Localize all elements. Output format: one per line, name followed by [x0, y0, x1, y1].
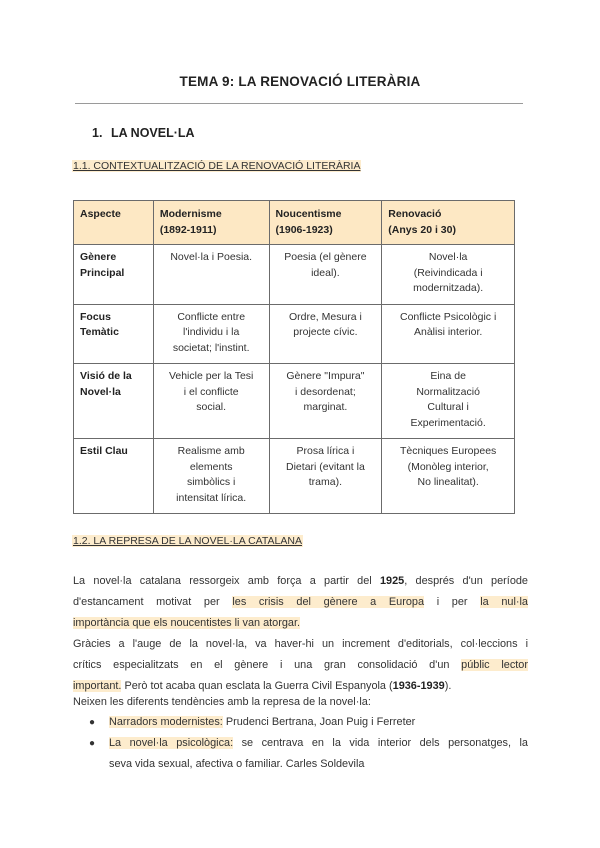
paragraph-1: La novel·la catalana ressorgeix amb força a partir del 1925, després d'un període d'estancament motivat per les crisis del gènere a Europa i per la nul·la importància que els noucentistes li van atorgar. — [73, 575, 528, 629]
document-title: TEMA 9: LA RENOVACIÓ LITERÀRIA — [179, 74, 421, 89]
row-label: Focus Temàtic — [74, 304, 154, 364]
table-cell: Ordre, Mesura i projecte cívic. — [269, 304, 382, 364]
section-heading — [92, 126, 195, 140]
paragraph-3: Neixen les diferents tendències amb la represa de la novel·la: — [73, 696, 371, 708]
subsection-heading-1: 1.1. CONTEXTUALITZACIÓ DE LA RENOVACIÓ LITERÀRIA — [73, 160, 361, 172]
paragraph-2: Gràcies a l'auge de la novel·la, va haver-hi un increment d'editorials, col·leccions i crítics especialitzats en el gènere i una gran consolidació d'un públic lector important. Però tot acaba quan esclata la Guerra Civil Espanyola (1936-1939). — [73, 638, 528, 692]
table-cell: Tècniques Europees (Monòleg interior, No linealitat). — [382, 439, 515, 514]
comparison-table — [73, 200, 515, 514]
table-row — [74, 304, 515, 364]
table-cell: Conflicte Psicològic i Anàlisi interior. — [382, 304, 515, 364]
table-row — [74, 364, 515, 439]
section-title: LA NOVEL·LA — [111, 126, 195, 140]
list-item: ● La novel·la psicològica: se centrava en la vida interior dels personatges, la seva vida sexual, afectiva o familiar. Carles Soldevila — [73, 733, 528, 775]
section-number: 1. — [92, 126, 103, 140]
table-cell: Conflicte entre l'individu i la societat; l'instint. — [153, 304, 269, 364]
table-cell: Poesia (el gènere ideal). — [269, 245, 382, 305]
row-label: Visió de la Novel·la — [74, 364, 154, 439]
header-aspecte: Aspecte — [74, 201, 154, 245]
header-modernisme: Modernisme (1892-1911) — [153, 201, 269, 245]
table-row — [74, 439, 515, 514]
table-cell: Eina de Normalització Cultural i Experimentació. — [382, 364, 515, 439]
table-row — [74, 245, 515, 305]
bullet-icon: ● — [89, 738, 96, 749]
table-cell: Realisme amb elements simbòlics i intensitat lírica. — [153, 439, 269, 514]
table-header-row — [74, 201, 515, 245]
tendencies-list — [73, 712, 528, 775]
bullet-icon: ● — [89, 717, 96, 728]
table-cell: Novel·la i Poesia. — [153, 245, 269, 305]
table-cell: Novel·la (Reivindicada i modernitzada). — [382, 245, 515, 305]
list-item: ● Narradors modernistes: Prudenci Bertrana, Joan Puig i Ferreter — [73, 712, 528, 733]
subsection-heading-2: 1.2. LA REPRESA DE LA NOVEL·LA CATALANA — [73, 535, 302, 547]
table-cell: Prosa lírica i Dietari (evitant la trama). — [269, 439, 382, 514]
row-label: Gènere Principal — [74, 245, 154, 305]
table-cell: Gènere "Impura" i desordenat; marginat. — [269, 364, 382, 439]
title-divider — [75, 103, 523, 104]
header-renovacio: Renovació (Anys 20 i 30) — [382, 201, 515, 245]
header-noucentisme: Noucentisme (1906-1923) — [269, 201, 382, 245]
table-cell: Vehicle per la Tesi i el conflicte social. — [153, 364, 269, 439]
row-label: Estil Clau — [74, 439, 154, 514]
